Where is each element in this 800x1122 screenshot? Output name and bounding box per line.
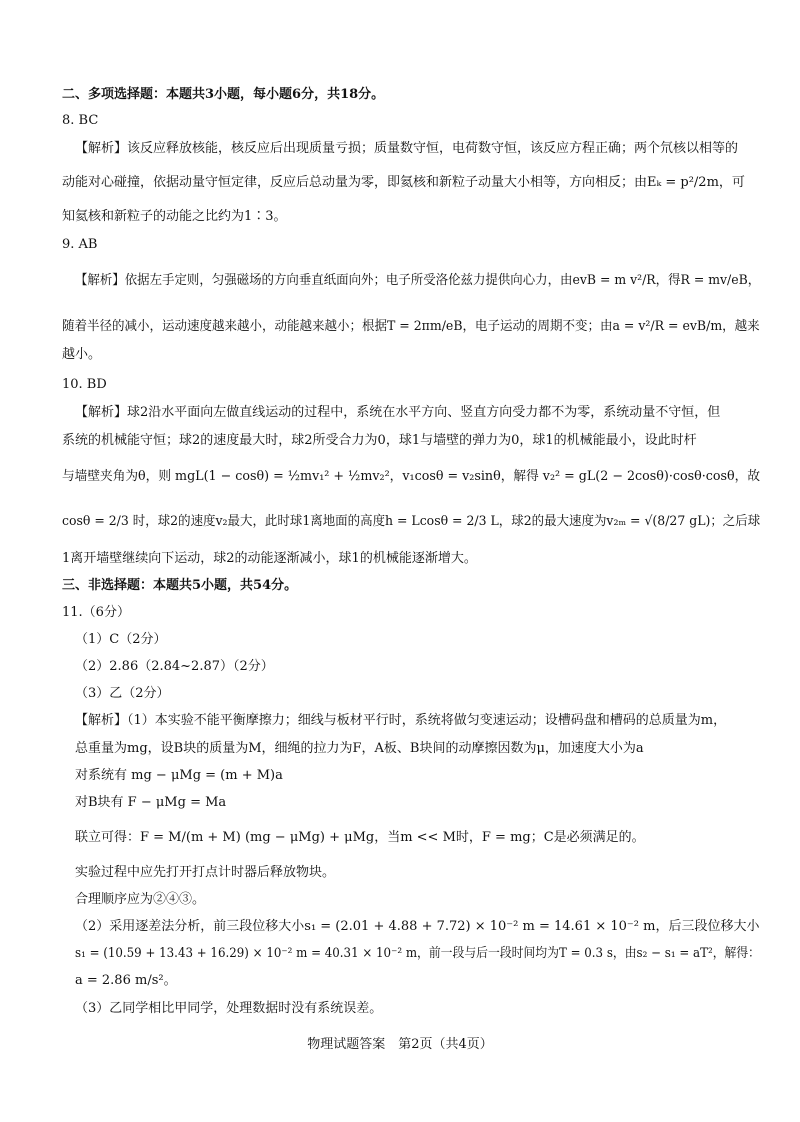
q11-part: （3）乙（2分）: [75, 686, 170, 701]
q11-analysis-line: （3）乙同学相比甲同学，处理数据时没有系统误差。: [75, 1001, 383, 1016]
q11-analysis-line: 合理顺序应为②④③。: [75, 892, 206, 907]
q11-analysis-line: s₁ = (10.59 + 13.43 + 16.29) × 10⁻² m = 40.31 × 10⁻² m，前一段与后一段时间均为T = 0.3 s，由s₂ − s₁ = aT²，解得：: [75, 946, 761, 961]
q11-part: （2）2.86（2.84~2.87）（2分）: [75, 659, 274, 674]
q11-analysis-line: 实验过程中应先打开打点计时器后释放物块。: [75, 865, 336, 880]
q8-analysis-line: 【解析】该反应释放核能，核反应后出现质量亏损；质量数守恒，电荷数守恒，该反应方程正确；两个氘核以相等的: [75, 141, 739, 156]
q8-analysis-line: 知氦核和新粒子的动能之比约为1∶3。: [62, 209, 287, 224]
q11-analysis-line: 对B块有 F − μMg = Ma: [75, 795, 227, 810]
q11-answer: 11.（6分）: [62, 605, 130, 620]
q9-answer: 9. AB: [62, 237, 98, 252]
q11-analysis-line: 对系统有 mg − μMg = (m + M)a: [75, 768, 283, 783]
q9-analysis-line: 越小。: [62, 347, 102, 362]
section-heading-multiple-choice: 二、多项选择题：本题共3小题，每小题6分，共18分。: [62, 87, 385, 102]
q8-analysis-line: 动能对心碰撞，依据动量守恒定律，反应后总动量为零，即氦核和新粒子动量大小相等，方向相反；由Eₖ = p²/2m，可: [62, 175, 745, 190]
q11-analysis-line: （2）采用逐差法分析，前三段位移大小s₁ = (2.01 + 4.88 + 7.72) × 10⁻² m = 14.61 × 10⁻² m，后三段位移大小: [75, 919, 760, 934]
q11-part: （1）C（2分）: [75, 632, 167, 647]
section-heading-non-choice: 三、非选择题：本题共5小题，共54分。: [62, 578, 298, 593]
q11-analysis-line: 联立可得：F = M/(m + M) (mg − μMg) + μMg，当m << M时，F = mg；C是必须满足的。: [75, 830, 645, 845]
q10-answer: 10. BD: [62, 377, 107, 392]
q9-analysis-line: 随着半径的减小，运动速度越来越小，动能越来越小；根据T = 2πm/eB，电子运动的周期不变；由a = v²/R = evB/m，越来: [62, 319, 760, 334]
q11-analysis-line: a = 2.86 m/s²。: [75, 973, 177, 988]
q10-analysis-line: cosθ = 2/3 时，球2的速度v₂最大，此时球1离地面的高度h = Lcosθ = 2/3 L，球2的最大速度为v₂ₘ = √(8/27 gL)；之后球: [62, 514, 761, 529]
q8-answer: 8. BC: [62, 113, 99, 128]
q9-analysis-line: 【解析】依据左手定则，匀强磁场的方向垂直纸面向外；电子所受洛伦兹力提供向心力，由evB = m v²/R，得R = mv/eB，: [75, 273, 761, 288]
q10-analysis-line: 系统的机械能守恒；球2的速度最大时，球2所受合力为0，球1与墙壁的弹力为0，球1的机械能最小，设此时杆: [62, 433, 697, 448]
page-footer: 物理试题答案 第2页（共4页）: [307, 1037, 493, 1052]
q10-analysis-line: 【解析】球2沿水平面向左做直线运动的过程中，系统在水平方向、竖直方向受力都不为零，系统动量不守恒，但: [75, 405, 721, 420]
q11-analysis-line: 总重量为mg，设B块的质量为M，细绳的拉力为F，A板、B块间的动摩擦因数为μ，加速度大小为a: [75, 741, 644, 756]
q11-analysis-line: 【解析】（1）本实验不能平衡摩擦力；细线与板材平行时，系统将做匀变速运动；设槽码盘和槽码的总质量为m，: [75, 713, 727, 728]
q10-analysis-line: 与墙壁夹角为θ，则 mgL(1 − cosθ) = ½mv₁² + ½mv₂²，v₁cosθ = v₂sinθ，解得 v₂² = gL(2 − 2cosθ)·cosθ·cosθ，故: [62, 469, 760, 484]
q10-analysis-line: 1离开墙壁继续向下运动，球2的动能逐渐减小，球1的机械能逐渐增大。: [62, 551, 477, 566]
